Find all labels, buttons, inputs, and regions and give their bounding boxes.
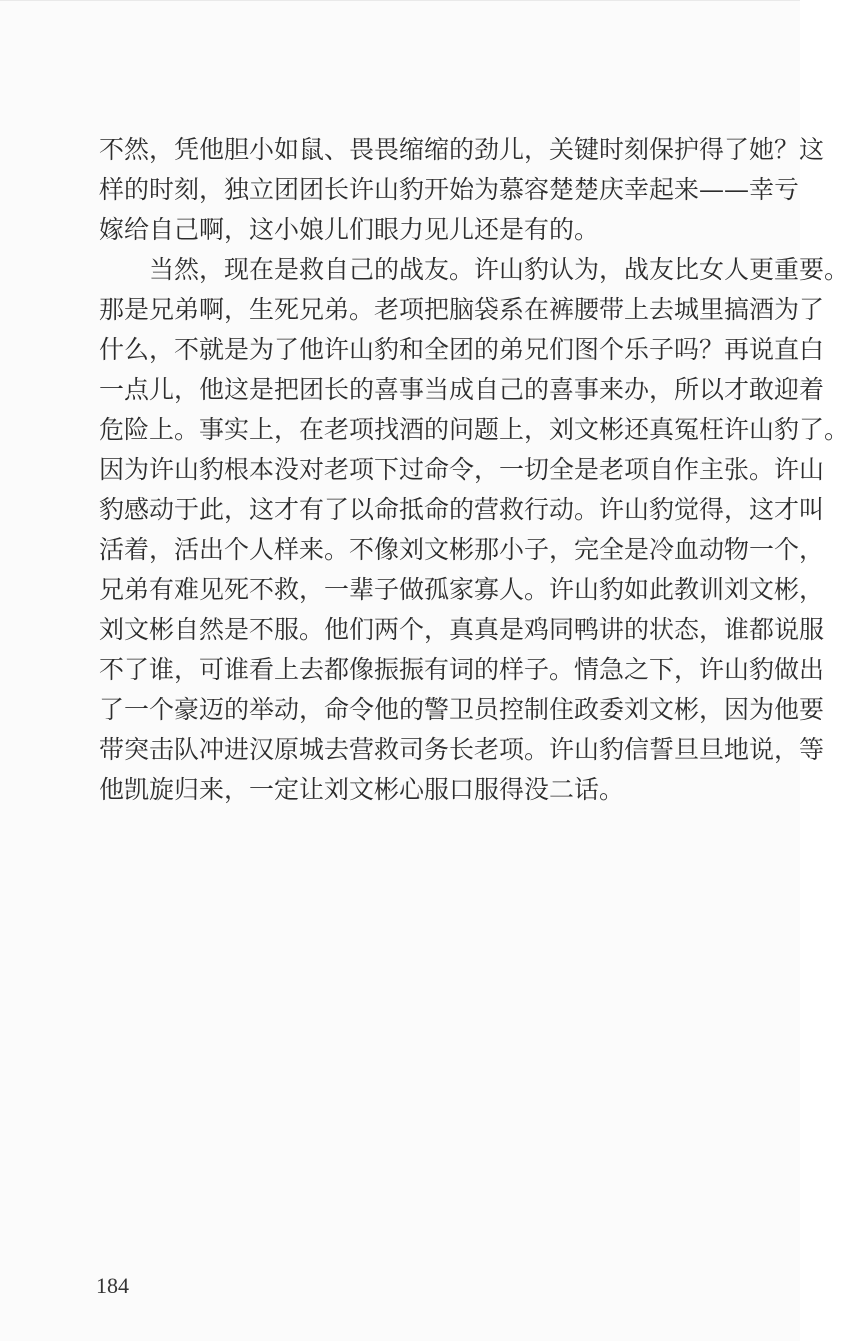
text-line: 什么，不就是为了他许山豹和全团的弟兄们图个乐子吗？再说直白 (99, 335, 825, 364)
text-line: 一点儿，他这是把团长的喜事当成自己的喜事来办，所以才敢迎着 (99, 375, 825, 404)
text-line: 了一个豪迈的举动，命令他的警卫员控制住政委刘文彬，因为他要 (99, 695, 825, 724)
page-number: 184 (96, 1273, 129, 1298)
text-line: 危险上。事实上，在老项找酒的问题上，刘文彬还真冤枉许山豹了。 (99, 415, 849, 444)
text-line: 不然，凭他胆小如鼠、畏畏缩缩的劲儿，关键时刻保护得了她？这 (99, 135, 825, 164)
text-line: 兄弟有难见死不救，一辈子做孤家寡人。许山豹如此教训刘文彬， (99, 575, 825, 604)
text-line: 豹感动于此，这才有了以命抵命的营救行动。许山豹觉得，这才叫 (99, 495, 825, 524)
text-line: 他凯旋归来，一定让刘文彬心服口服得没二话。 (99, 775, 625, 804)
text-line: 带突击队冲进汉原城去营救司务长老项。许山豹信誓旦旦地说，等 (99, 735, 825, 764)
text-line: 嫁给自己啊，这小娘儿们眼力见儿还是有的。 (99, 215, 600, 244)
text-line: 因为许山豹根本没对老项下过命令，一切全是老项自作主张。许山 (99, 455, 825, 484)
body-text (99, 130, 849, 810)
text-line: 样的时刻，独立团团长许山豹开始为慕容楚楚庆幸起来——幸亏 (99, 175, 800, 204)
text-line: 刘文彬自然是不服。他们两个，真真是鸡同鸭讲的状态，谁都说服 (99, 615, 825, 644)
text-line: 当然，现在是救自己的战友。许山豹认为，战友比女人更重要。 (99, 255, 849, 284)
text-line: 那是兄弟啊，生死兄弟。老项把脑袋系在裤腰带上去城里搞酒为了 (99, 295, 825, 324)
text-line: 活着，活出个人样来。不像刘文彬那小子，完全是冷血动物一个， (99, 535, 825, 564)
text-line: 不了谁，可谁看上去都像振振有词的样子。情急之下，许山豹做出 (99, 655, 825, 684)
